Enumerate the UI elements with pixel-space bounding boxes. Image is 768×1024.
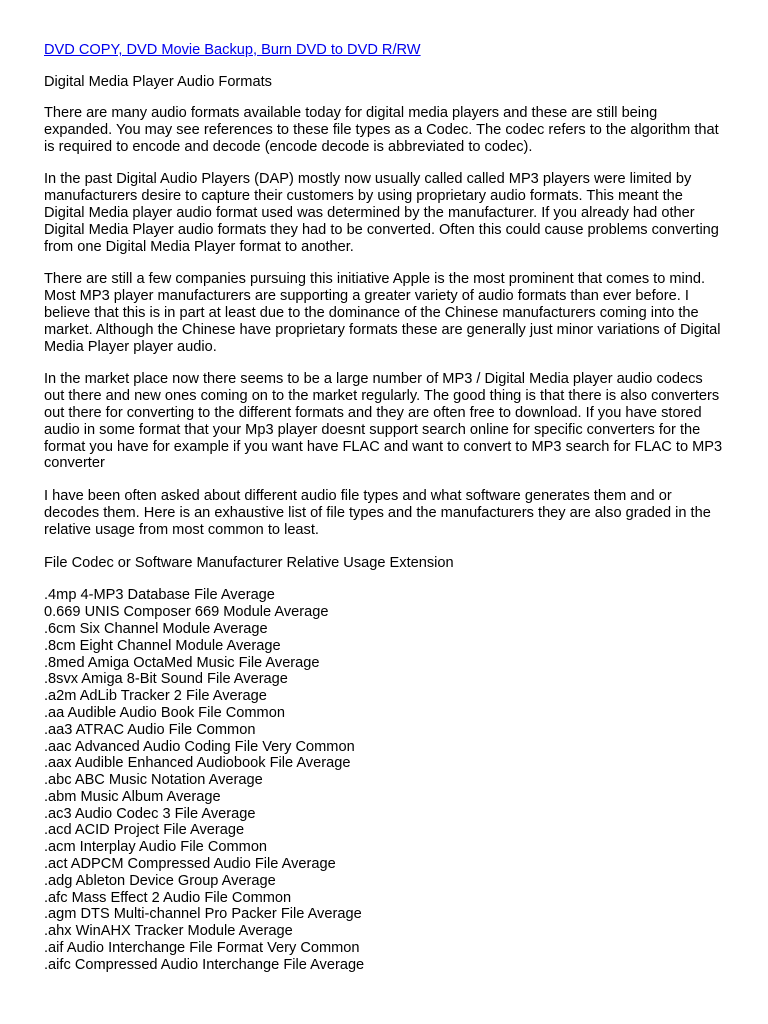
- paragraph-market: In the market place now there seems to be a large number of MP3 / Digital Media player audio codecs out there and new ones coming on to the market regularly. The good thing is that there is also converters out there for converting to the different formats and they are often free to download. If you have stored audio in some format that your Mp3 player doesnt support search online for specific converters for the format you have for example if you want have FLAC and want to convert to MP3 search for FLAC to MP3 converter: [44, 371, 723, 472]
- paragraph-list-intro: I have been often asked about different audio file types and what software generates them and or decodes them. Here is an exhaustive list of file types and the manufacturers they are also graded in the relative usage from most common to least.: [44, 488, 711, 538]
- list-item: .ac3 Audio Codec 3 File Average: [44, 805, 256, 822]
- list-item: .8svx Amiga 8-Bit Sound File Average: [44, 671, 288, 688]
- list-item: .acm Interplay Audio File Common: [44, 839, 268, 856]
- page-title: Digital Media Player Audio Formats: [44, 74, 272, 90]
- list-item: 0.669 UNIS Composer 669 Module Average: [44, 604, 329, 621]
- list-item: .aa3 ATRAC Audio File Common: [44, 721, 256, 738]
- list-item: .abm Music Album Average: [44, 788, 221, 805]
- list-item: .act ADPCM Compressed Audio File Average: [44, 856, 336, 873]
- format-list-header: File Codec or Software Manufacturer Relative Usage Extension: [44, 554, 454, 571]
- dvd-copy-link[interactable]: DVD COPY, DVD Movie Backup, Burn DVD to DVD R/RW: [44, 42, 421, 58]
- list-item: .aif Audio Interchange File Format Very Common: [44, 940, 360, 957]
- list-item: .4mp 4-MP3 Database File Average: [44, 587, 275, 604]
- paragraph-history: In the past Digital Audio Players (DAP) mostly now usually called called MP3 players were limited by manufacturers desire to capture their customers by using proprietary audio formats. This meant the Digital Media player audio format used was determined by the manufacturer. If you already had other Digital Media Player audio formats they had to be converted. Often this could cause problems converting from one Digital Media Player format to another.: [44, 171, 719, 255]
- list-item: .8med Amiga OctaMed Music File Average: [44, 654, 320, 671]
- list-item: .aa Audible Audio Book File Common: [44, 704, 285, 721]
- list-item: .adg Ableton Device Group Average: [44, 872, 276, 889]
- list-item: .aax Audible Enhanced Audiobook File Average: [44, 755, 351, 772]
- list-item: .8cm Eight Channel Module Average: [44, 637, 281, 654]
- list-item: .ahx WinAHX Tracker Module Average: [44, 923, 293, 940]
- list-item: .agm DTS Multi-channel Pro Packer File Average: [44, 906, 362, 923]
- list-item: .6cm Six Channel Module Average: [44, 620, 268, 637]
- paragraph-intro: There are many audio formats available today for digital media players and these are still being expanded. You may see references to these file types as a Codec. The codec refers to the algorithm that is required to encode and decode (encode decode is abbreviated to codec).: [44, 105, 719, 155]
- list-item: .a2m AdLib Tracker 2 File Average: [44, 688, 267, 705]
- format-list: [44, 587, 724, 973]
- list-item: .afc Mass Effect 2 Audio File Common: [44, 889, 292, 906]
- list-item: .acd ACID Project File Average: [44, 822, 245, 839]
- paragraph-companies: There are still a few companies pursuing this initiative Apple is the most prominent that comes to mind. Most MP3 player manufacturers are supporting a greater variety of audio formats than ever before. I believe that this is in part at least due to the dominance of the Chinese manufacturers coming into the market. Although the Chinese have proprietary formats these are generally just minor variations of Digital Media Player player audio.: [44, 271, 721, 355]
- list-item: .aifc Compressed Audio Interchange File Average: [44, 956, 365, 973]
- list-item: .abc ABC Music Notation Average: [44, 772, 263, 789]
- list-item: .aac Advanced Audio Coding File Very Common: [44, 738, 355, 755]
